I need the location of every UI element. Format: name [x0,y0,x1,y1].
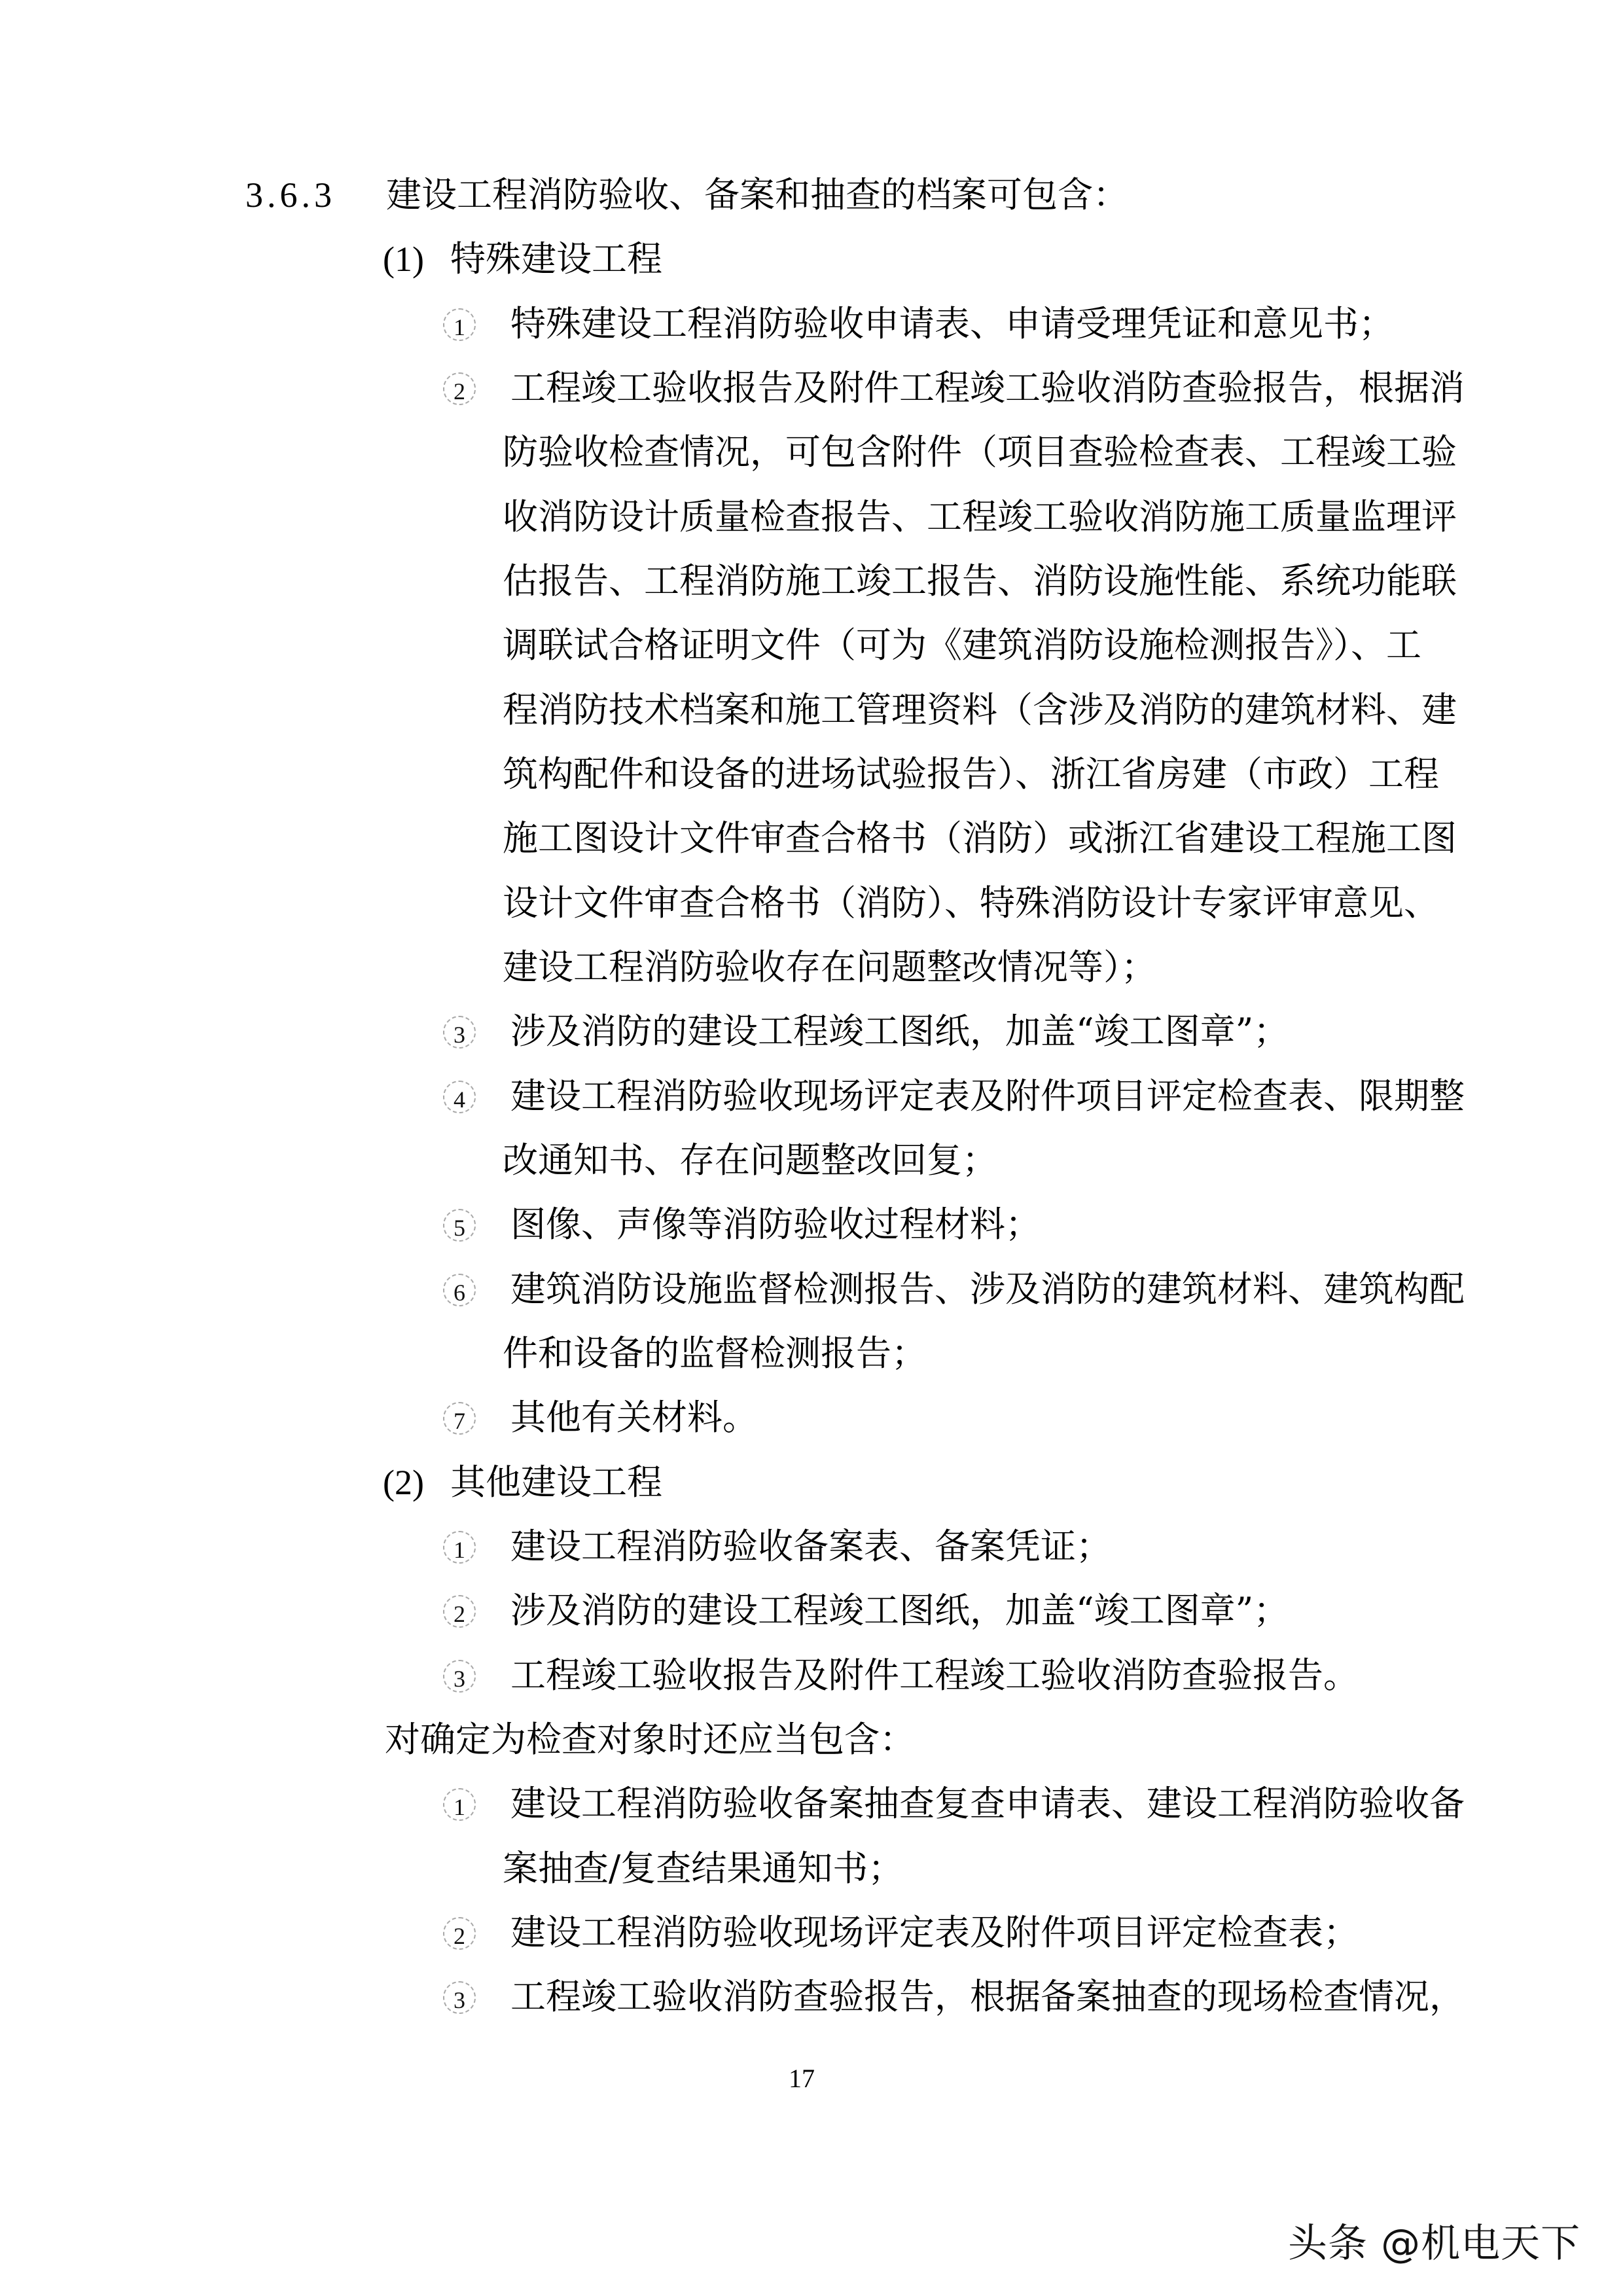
list-item: 涉及消防的建设工程竣工图纸，加盖“竣工图章”； [510,1590,1289,1631]
inspection-intro: 对确定为检查对象时还应当包含： [385,1719,915,1760]
circled-number-icon: 3 [443,1981,476,2014]
section-number: 3.6.3 [245,175,336,215]
list-item-continuation: 估报告、工程消防施工竣工报告、消防设施性能、系统功能联 [503,560,1457,601]
list-item-continuation: 设计文件审查合格书（消防）、特殊消防设计专家评审意见、 [503,882,1439,924]
list-item-continuation: 件和设备的监督检测报告； [503,1333,927,1374]
circled-number-icon: 6 [443,1274,476,1306]
group-title: 其他建设工程 [450,1462,662,1503]
list-item: 建筑消防设施监督检测报告、涉及消防的建筑材料、建筑构配 [510,1268,1465,1310]
list-item-continuation: 调联试合格证明文件（可为《建筑消防设施检测报告》）、工 [503,624,1421,666]
circled-number-icon: 1 [443,1788,476,1821]
group-title: 特殊建设工程 [450,238,662,279]
circled-number-icon: 5 [443,1209,476,1242]
list-item: 建设工程消防验收现场评定表及附件项目评定检查表、限期整 [510,1075,1465,1117]
page-number: 17 [789,2064,815,2093]
list-item-continuation: 案抽查/复查结果通知书； [503,1848,904,1889]
watermark: 头条 @机电天下 [1288,2221,1581,2267]
section-title: 建设工程消防验收、备案和抽查的档案可包含： [386,174,1128,215]
circled-number-icon: 2 [443,1595,476,1628]
list-item-continuation: 防验收检查情况，可包含附件（项目查验检查表、工程竣工验 [503,431,1457,473]
list-item: 建设工程消防验收备案抽查复查申请表、建设工程消防验收备 [510,1783,1465,1824]
list-item-continuation: 施工图设计文件审查合格书（消防）或浙江省建设工程施工图 [503,817,1457,859]
list-item: 工程竣工验收消防查验报告，根据备案抽查的现场检查情况， [510,1976,1465,2017]
list-item: 建设工程消防验收现场评定表及附件项目评定检查表； [510,1912,1359,1953]
list-item: 工程竣工验收报告及附件工程竣工验收消防查验报告。 [510,1655,1359,1696]
circled-number-icon: 2 [443,372,476,405]
group-label: (2) [383,1463,424,1502]
circled-number-icon: 3 [443,1016,476,1049]
list-item-continuation: 筑构配件和设备的进场试验报告）、浙江省房建（市政）工程 [503,753,1439,795]
list-item-continuation: 程消防技术档案和施工管理资料（含涉及消防的建筑材料、建 [503,689,1457,730]
list-item: 涉及消防的建设工程竣工图纸，加盖“竣工图章”； [510,1011,1289,1052]
list-item: 图像、声像等消防验收过程材料； [510,1204,1041,1245]
group-label: (1) [383,240,424,279]
circled-number-icon: 3 [443,1660,476,1693]
circled-number-icon: 7 [443,1402,476,1435]
list-item-continuation: 收消防设计质量检查报告、工程竣工验收消防施工质量监理评 [503,496,1457,537]
circled-number-icon: 1 [443,308,476,341]
list-item: 特殊建设工程消防验收申请表、申请受理凭证和意见书； [510,303,1394,344]
circled-number-icon: 4 [443,1081,476,1113]
list-item: 工程竣工验收报告及附件工程竣工验收消防查验报告，根据消 [510,367,1465,408]
circled-number-icon: 1 [443,1531,476,1564]
list-item: 建设工程消防验收备案表、备案凭证； [510,1526,1111,1567]
list-item-continuation: 改通知书、存在问题整改回复； [503,1139,997,1181]
circled-number-icon: 2 [443,1917,476,1950]
list-item: 其他有关材料。 [510,1397,758,1438]
list-item-continuation: 建设工程消防验收存在问题整改情况等）； [503,946,1156,988]
